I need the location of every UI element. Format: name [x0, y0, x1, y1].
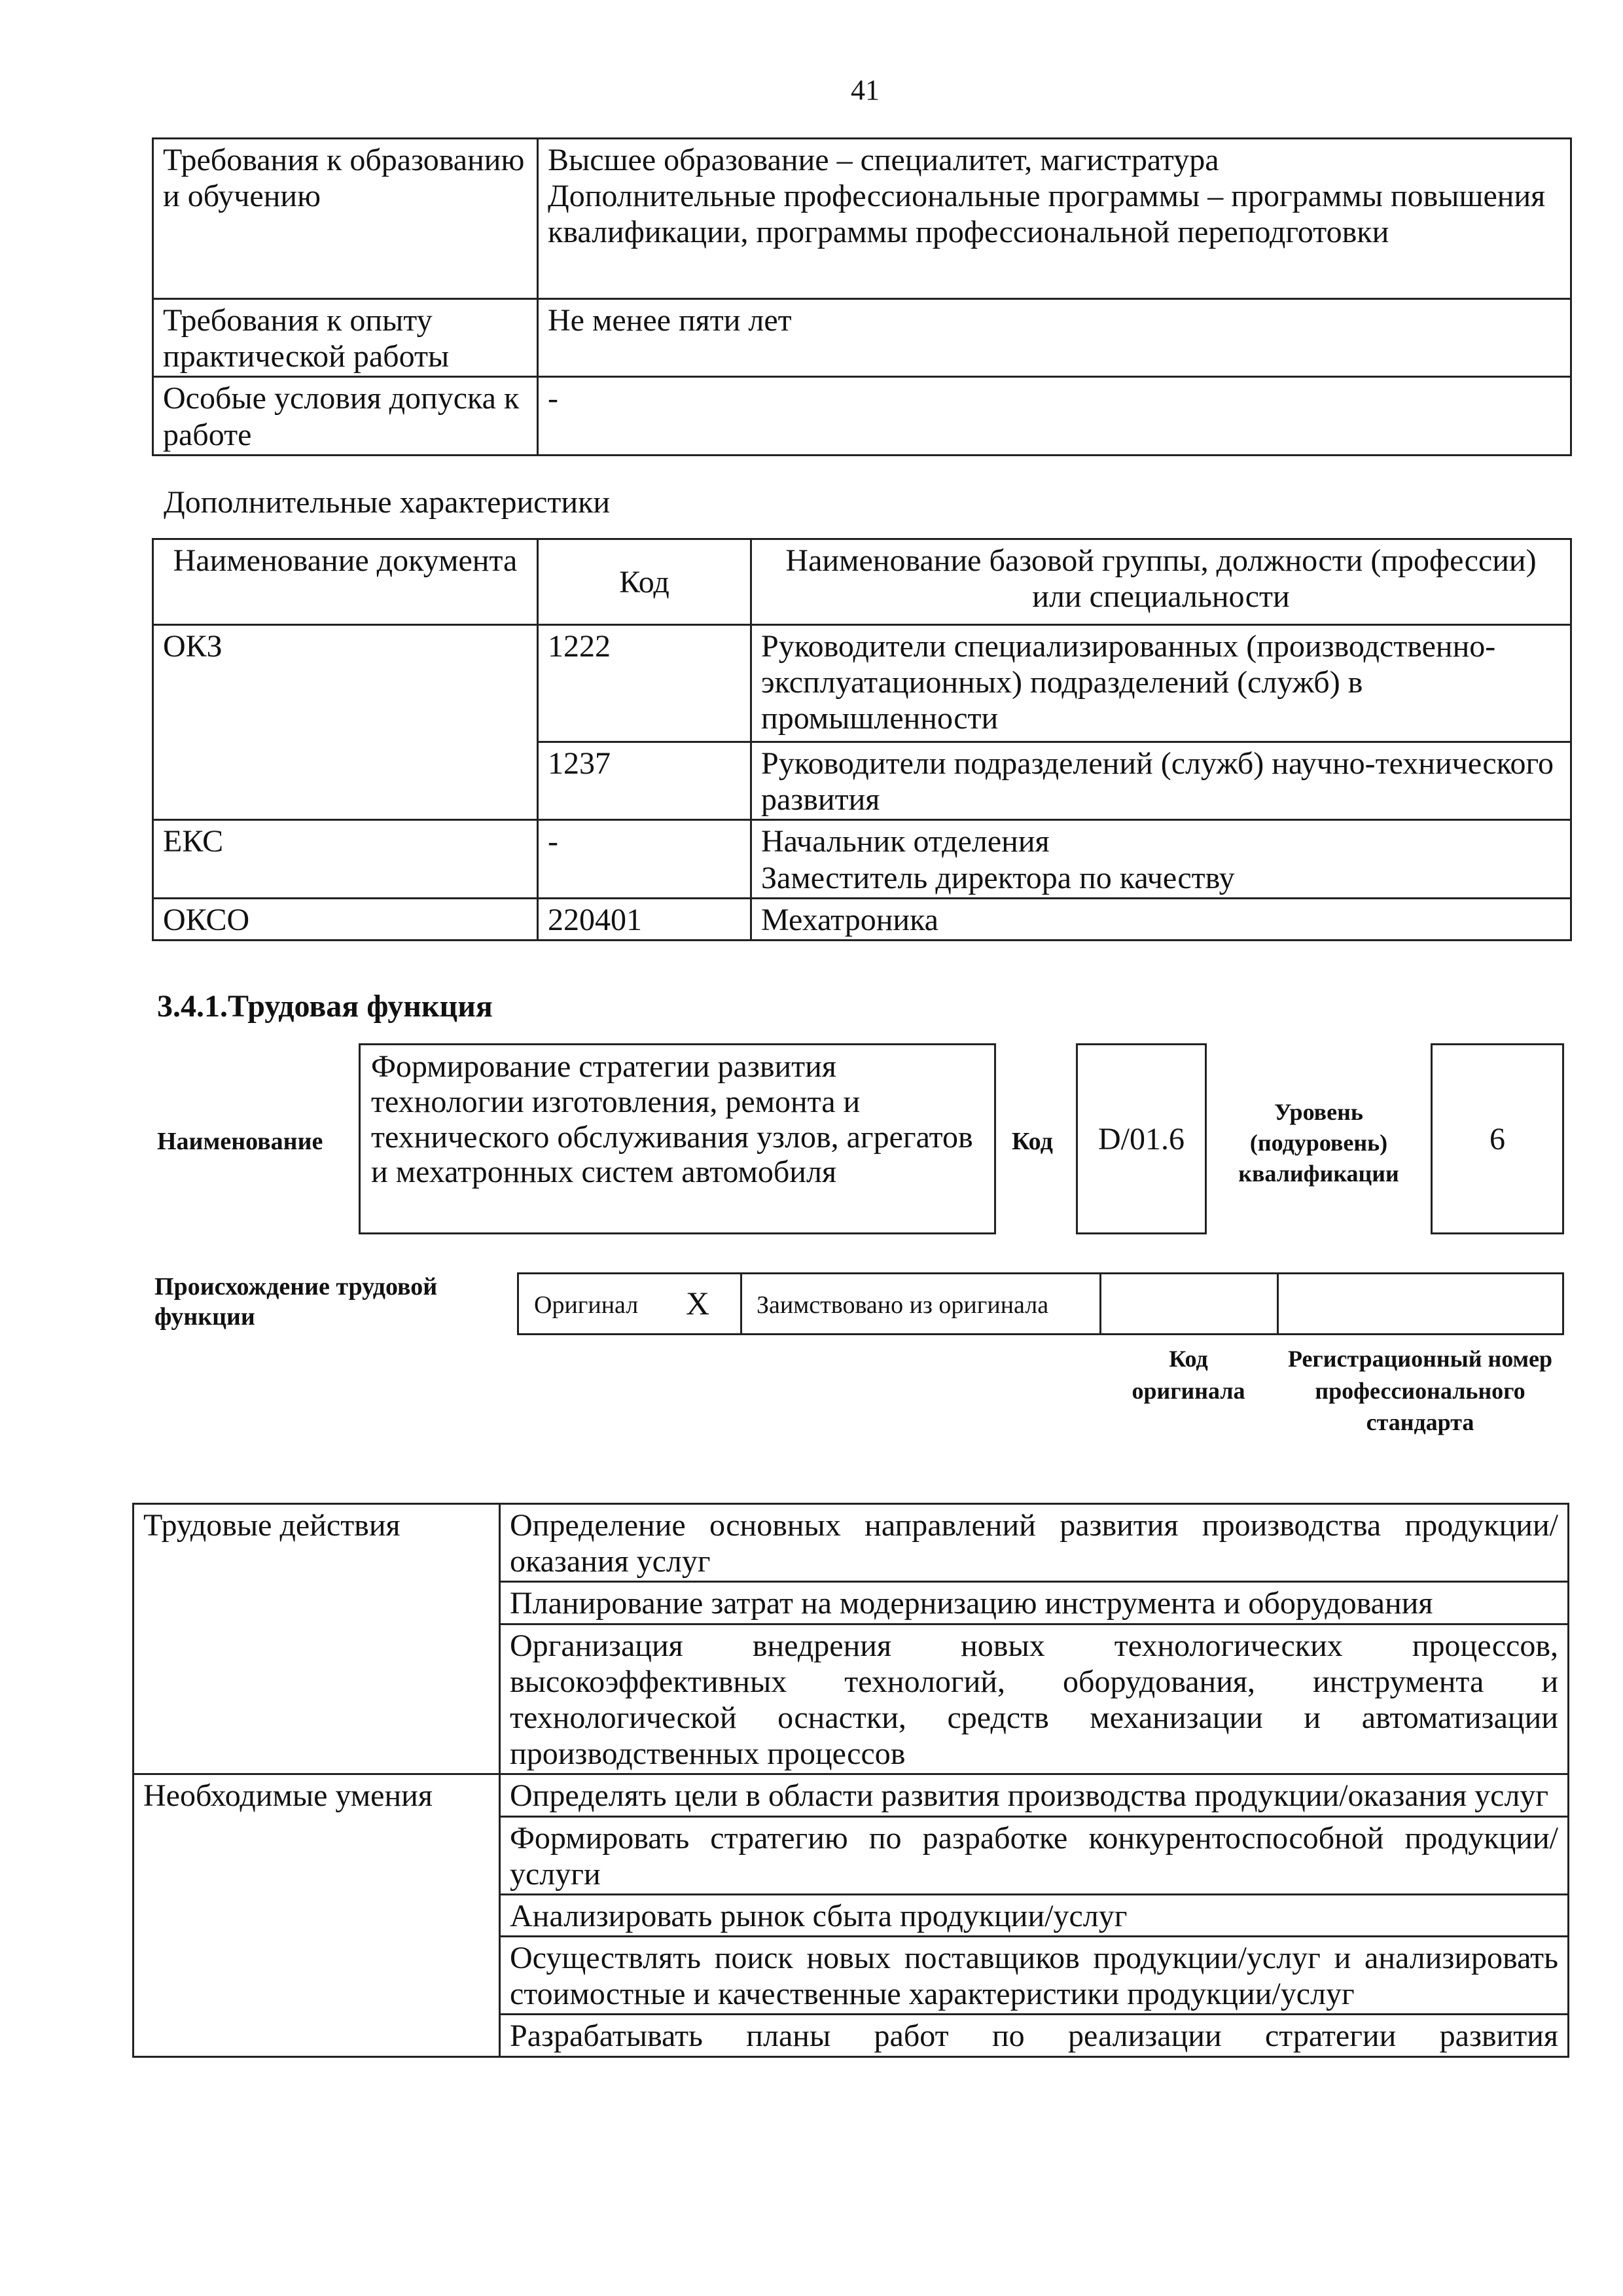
additional-table [152, 538, 1572, 941]
name-cell: Мехатроника [751, 898, 1571, 940]
labor-action: Организация внедрения новых технологических процессов, высокоэффективных технологий, оборудования, инструмента и технологической оснастки, средств механизации и автоматизации производственных процессов [500, 1624, 1569, 1774]
name-cell [751, 820, 1571, 898]
skills-label: Необходимые умения [134, 1774, 500, 2056]
table-row [153, 898, 1571, 940]
function-code-label: Код [1012, 1128, 1053, 1155]
doc-okz: ОКЗ [153, 625, 538, 820]
function-level-value: 6 [1489, 1121, 1505, 1157]
table-row [134, 1774, 1569, 1816]
function-level-label: Уровень (подуровень) квалификации [1238, 1099, 1399, 1187]
name-cell: Руководители специализированных (производственно-эксплуатационных) подразделений (служб) в промышленности [751, 625, 1571, 742]
function-code-box [1076, 1043, 1207, 1234]
doc-eks: ЕКС [153, 820, 538, 898]
origin-reg-caption: Регистрационный номер профессионального стандарта [1287, 1346, 1553, 1436]
skill: Осуществлять поиск новых поставщиков продукции/услуг и анализировать стоимостные и качественные характеристики продукции/услуг [500, 1937, 1569, 2015]
function-name-box [359, 1043, 996, 1234]
skill: Формировать стратегию по разработке конкурентоспособной продукции/услуги [500, 1816, 1569, 1894]
requirements-value: - [538, 377, 1571, 455]
code-cell: 220401 [538, 898, 751, 940]
labor-action: Планирование затрат на модернизацию инструмента и оборудования [500, 1582, 1569, 1624]
origin-mark: X [686, 1285, 710, 1321]
origin-code-cell [1099, 1272, 1279, 1335]
function-code-value: D/01.6 [1098, 1121, 1185, 1157]
origin-label: Происхождение трудовой функции [154, 1273, 438, 1331]
name-cell: Руководители подразделений (служб) научно-технического развития [751, 742, 1571, 820]
skill: Определять цели в области развития производства продукции/оказания услуг [500, 1774, 1569, 1816]
function-name-value: Формирование стратегии развития технологии изготовления, ремонта и технического обслуживания узлов, агрегатов и мехатронных систем автомобиля [371, 1049, 973, 1190]
code-cell: - [538, 820, 751, 898]
requirements-table [152, 137, 1572, 456]
requirements-label: Особые условия допуска к работе [153, 377, 538, 455]
function-name-label: Наименование [157, 1128, 323, 1155]
requirements-line: Дополнительные профессиональные программы – программы повышения квалификации, программы профессиональной переподготовки [548, 179, 1546, 250]
requirements-line: Высшее образование – специалитет, магистратура [548, 143, 1219, 177]
code-cell: 1222 [538, 625, 751, 742]
origin-code-caption: Код оригинала [1132, 1346, 1245, 1404]
skill: Разрабатывать планы работ по реализации стратегии развития [500, 2015, 1569, 2056]
table-row [134, 1504, 1569, 1582]
name-line: Заместитель директора по качеству [761, 860, 1235, 895]
table-row [153, 625, 1571, 742]
header-code: Код [538, 539, 751, 625]
section-title: 3.4.1.Трудовая функция [157, 989, 493, 1024]
labor-actions-label: Трудовые действия [134, 1504, 500, 1774]
table-row [153, 139, 1571, 299]
requirements-value [538, 139, 1571, 299]
name-line: Начальник отделения [761, 824, 1050, 859]
skill: Анализировать рынок сбыта продукции/услуг [500, 1894, 1569, 1936]
header-name: Наименование базовой группы, должности (профессии) или специальности [751, 539, 1571, 625]
origin-borrowed: Заимствовано из оригинала [757, 1291, 1049, 1319]
header-document: Наименование документа [153, 539, 538, 625]
labor-action: Определение основных направлений развития производства продукции/оказания услуг [500, 1504, 1569, 1582]
requirements-label: Требования к опыту практической работы [153, 299, 538, 377]
additional-title: Дополнительные характеристики [164, 485, 611, 520]
function-level-box [1431, 1043, 1564, 1234]
table-row [153, 820, 1571, 898]
requirements-value: Не менее пяти лет [538, 299, 1571, 377]
actions-table [132, 1503, 1569, 2058]
origin-original: Оригинал [534, 1291, 639, 1319]
table-header-row [153, 539, 1571, 625]
requirements-label: Требования к образованию и обучению [153, 139, 538, 299]
code-cell: 1237 [538, 742, 751, 820]
table-row [153, 299, 1571, 377]
doc-okso: ОКСО [153, 898, 538, 940]
page-number: 41 [851, 74, 880, 106]
table-row [153, 377, 1571, 455]
